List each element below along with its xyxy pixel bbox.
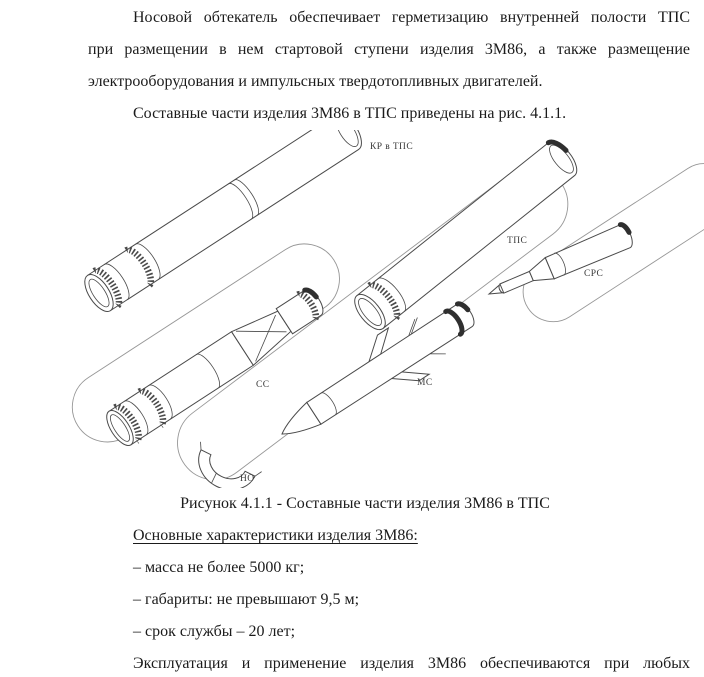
paragraph-operation: Эксплуатация и применение изделия 3М86 обеспечиваются при любых (133, 655, 690, 672)
paragraph-nose-fairing-line: электрооборудования и импульсных твердотопливных двигателей. (88, 73, 543, 90)
figure-label-kr-v-tps: КР в ТПС (370, 142, 414, 152)
figure-3m86-components (0, 130, 704, 488)
missile-in-container-drawing (79, 130, 367, 316)
intro-text-block (0, 0, 704, 130)
characteristics-block (0, 520, 704, 677)
figure-caption: Рисунок 4.1.1 - Составные части изделия 3М86 в ТПС (180, 495, 550, 512)
figure-label-srs: СРС (584, 269, 604, 279)
paragraph-figure-reference: Составные части изделия 3М86 в ТПС приведены на рис. 4.1.1. (133, 105, 567, 122)
characteristic-item-dimensions: – габариты: не превышают 9,5 м; (133, 591, 360, 608)
figure-drawing (0, 130, 704, 488)
characteristics-heading: Основные характеристики изделия 3М86: (133, 527, 418, 544)
paragraph-nose-fairing-line: Носовой обтекатель обеспечивает герметизацию внутренней полости ТПС (133, 9, 690, 26)
srs-unit-drawing (484, 223, 635, 306)
figure-label-tps: ТПС (507, 236, 528, 246)
figure-label-ss: СС (256, 380, 270, 390)
figure-label-ms: МС (417, 378, 433, 388)
characteristic-item-service-life: – срок службы – 20 лет; (133, 623, 296, 640)
characteristic-item-mass: – масса не более 5000 кг; (133, 559, 305, 576)
figure-label-no: НО (240, 474, 255, 484)
paragraph-nose-fairing-line: при размещении в нем стартовой ступени изделия 3М86, а также размещение (88, 41, 690, 58)
